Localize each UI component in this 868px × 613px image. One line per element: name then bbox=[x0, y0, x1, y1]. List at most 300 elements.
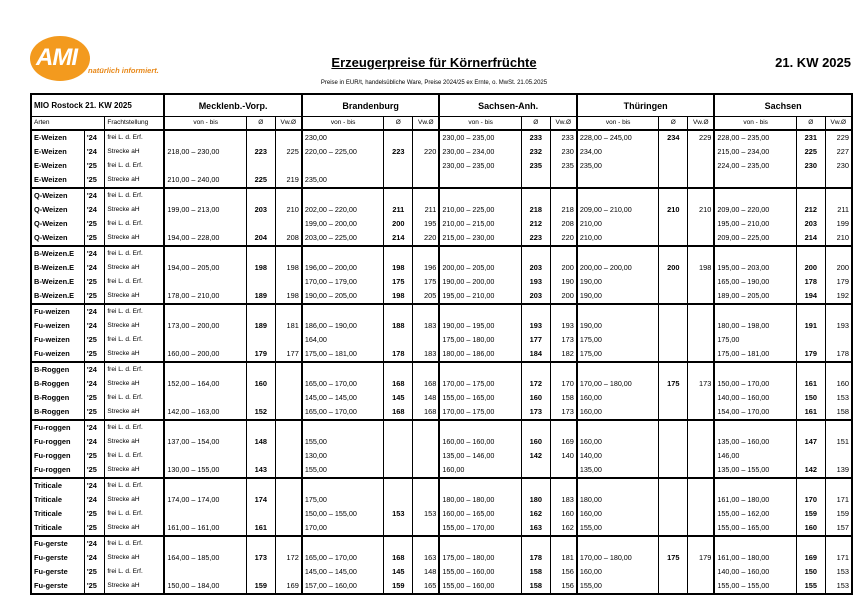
crop-type: B-Roggen bbox=[34, 379, 70, 388]
price-range: 170,00 – 175,00 bbox=[439, 377, 521, 391]
price-range bbox=[577, 362, 659, 377]
price-prev-average bbox=[550, 188, 577, 203]
table-row bbox=[31, 246, 852, 261]
price-range: 175,00 bbox=[302, 493, 384, 507]
price-average bbox=[659, 405, 688, 420]
price-range bbox=[439, 304, 521, 319]
harvest-year: '25 bbox=[84, 275, 105, 289]
harvest-year: '25 bbox=[84, 173, 105, 188]
price-average bbox=[384, 333, 413, 347]
harvest-year: '24 bbox=[84, 203, 105, 217]
table-row bbox=[31, 463, 852, 478]
price-range: 140,00 bbox=[577, 449, 659, 463]
price-average: 211 bbox=[384, 203, 413, 217]
logo-slogan: natürlich informiert. bbox=[88, 66, 159, 75]
price-average bbox=[659, 188, 688, 203]
price-prev-average bbox=[275, 435, 302, 449]
table-row bbox=[31, 289, 852, 304]
price-prev-average bbox=[275, 377, 302, 391]
price-range: 152,00 – 164,00 bbox=[164, 377, 246, 391]
price-average: 178 bbox=[521, 551, 550, 565]
freight-terms: Strecke aH bbox=[105, 521, 165, 536]
price-range bbox=[439, 478, 521, 493]
price-range: 195,00 – 210,00 bbox=[439, 289, 521, 304]
price-range bbox=[714, 188, 796, 203]
price-prev-average bbox=[413, 246, 440, 261]
price-prev-average: 153 bbox=[825, 579, 852, 594]
harvest-year: '24 bbox=[84, 246, 105, 261]
price-prev-average bbox=[688, 217, 715, 231]
price-average: 168 bbox=[384, 377, 413, 391]
price-range: 155,00 – 162,00 bbox=[714, 507, 796, 521]
price-range: 160,00 bbox=[577, 405, 659, 420]
table-row bbox=[31, 173, 852, 188]
price-average bbox=[246, 159, 275, 173]
freight-terms: frei L. d. Erf. bbox=[105, 304, 165, 319]
price-range: 210,00 bbox=[577, 217, 659, 231]
price-range: 196,00 – 200,00 bbox=[302, 261, 384, 275]
harvest-year: '25 bbox=[84, 507, 105, 521]
price-prev-average: 139 bbox=[825, 463, 852, 478]
price-prev-average bbox=[550, 362, 577, 377]
price-prev-average: 179 bbox=[825, 275, 852, 289]
price-prev-average bbox=[413, 478, 440, 493]
price-average: 161 bbox=[246, 521, 275, 536]
price-range: 195,00 – 203,00 bbox=[714, 261, 796, 275]
price-range: 157,00 – 160,00 bbox=[302, 579, 384, 594]
price-range: 215,00 – 234,00 bbox=[714, 145, 796, 159]
price-range bbox=[302, 362, 384, 377]
price-prev-average: 220 bbox=[413, 145, 440, 159]
price-range: 160,00 – 160,00 bbox=[439, 435, 521, 449]
price-average bbox=[521, 173, 550, 188]
harvest-year: '24 bbox=[84, 478, 105, 493]
price-prev-average: 229 bbox=[688, 130, 715, 145]
freight-terms: Strecke aH bbox=[105, 173, 165, 188]
price-table bbox=[30, 93, 853, 595]
price-average: 232 bbox=[521, 145, 550, 159]
table-row bbox=[31, 188, 852, 203]
crop-type: Fu-roggen bbox=[31, 420, 84, 435]
price-range bbox=[164, 391, 246, 405]
price-prev-average: 198 bbox=[275, 289, 302, 304]
price-average: 152 bbox=[246, 405, 275, 420]
table-row bbox=[31, 551, 852, 565]
price-range: 180,00 – 198,00 bbox=[714, 319, 796, 333]
freight-terms: frei L. d. Erf. bbox=[105, 217, 165, 231]
price-range bbox=[714, 304, 796, 319]
price-range bbox=[577, 246, 659, 261]
price-range bbox=[164, 159, 246, 173]
price-prev-average: 157 bbox=[825, 521, 852, 536]
harvest-year: '25 bbox=[84, 333, 105, 347]
price-prev-average: 196 bbox=[413, 261, 440, 275]
price-range bbox=[577, 173, 659, 188]
price-prev-average: 230 bbox=[825, 159, 852, 173]
price-prev-average: 220 bbox=[550, 231, 577, 246]
price-prev-average bbox=[825, 420, 852, 435]
price-average: 160 bbox=[796, 521, 825, 536]
price-range: 170,00 – 175,00 bbox=[439, 405, 521, 420]
crop-type: Q-Weizen bbox=[34, 219, 68, 228]
price-prev-average: 160 bbox=[825, 377, 852, 391]
price-prev-average bbox=[413, 304, 440, 319]
price-average bbox=[659, 159, 688, 173]
price-range: 230,00 – 234,00 bbox=[439, 145, 521, 159]
price-average: 160 bbox=[246, 377, 275, 391]
harvest-year: '24 bbox=[84, 420, 105, 435]
region-header-2: Sachsen-Anh. bbox=[439, 94, 576, 117]
price-range bbox=[439, 420, 521, 435]
price-range: 209,00 – 220,00 bbox=[714, 203, 796, 217]
price-prev-average bbox=[275, 391, 302, 405]
price-prev-average bbox=[688, 507, 715, 521]
harvest-year: '25 bbox=[84, 565, 105, 579]
col-header-range: von - bis bbox=[302, 117, 384, 131]
price-prev-average: 173 bbox=[550, 333, 577, 347]
price-range: 165,00 – 190,00 bbox=[714, 275, 796, 289]
price-range bbox=[164, 217, 246, 231]
price-average: 145 bbox=[384, 391, 413, 405]
price-prev-average bbox=[413, 362, 440, 377]
price-prev-average: 153 bbox=[825, 565, 852, 579]
freight-terms: Strecke aH bbox=[105, 203, 165, 217]
price-prev-average bbox=[825, 246, 852, 261]
price-average: 174 bbox=[246, 493, 275, 507]
price-range: 215,00 – 230,00 bbox=[439, 231, 521, 246]
price-average: 158 bbox=[521, 579, 550, 594]
price-average: 223 bbox=[384, 145, 413, 159]
crop-type: Q-Weizen bbox=[31, 188, 84, 203]
region-header-3: Thüringen bbox=[577, 94, 715, 117]
price-average bbox=[659, 304, 688, 319]
price-average bbox=[796, 173, 825, 188]
price-average: 179 bbox=[796, 347, 825, 362]
price-prev-average: 159 bbox=[825, 507, 852, 521]
table-row bbox=[31, 377, 852, 391]
col-header-avg: Ø bbox=[659, 117, 688, 131]
harvest-year: '24 bbox=[84, 261, 105, 275]
price-range: 161,00 – 180,00 bbox=[714, 493, 796, 507]
price-prev-average: 193 bbox=[825, 319, 852, 333]
harvest-year: '24 bbox=[84, 319, 105, 333]
price-range: 135,00 bbox=[577, 463, 659, 478]
price-average bbox=[246, 362, 275, 377]
price-range bbox=[577, 304, 659, 319]
price-prev-average bbox=[688, 173, 715, 188]
price-prev-average: 200 bbox=[550, 289, 577, 304]
price-prev-average bbox=[413, 521, 440, 536]
crop-type: E-Weizen bbox=[34, 161, 67, 170]
table-row bbox=[31, 565, 852, 579]
table-row bbox=[31, 507, 852, 521]
price-average: 188 bbox=[384, 319, 413, 333]
crop-type: Q-Weizen bbox=[34, 233, 68, 242]
price-prev-average bbox=[688, 391, 715, 405]
price-average bbox=[246, 449, 275, 463]
price-average bbox=[521, 188, 550, 203]
price-average: 203 bbox=[521, 261, 550, 275]
price-prev-average bbox=[275, 449, 302, 463]
price-average: 189 bbox=[246, 319, 275, 333]
freight-terms: Strecke aH bbox=[105, 347, 165, 362]
price-prev-average bbox=[413, 463, 440, 478]
price-average bbox=[659, 420, 688, 435]
price-average: 173 bbox=[246, 551, 275, 565]
price-average bbox=[521, 536, 550, 551]
price-range: 180,00 – 180,00 bbox=[439, 493, 521, 507]
price-prev-average: 211 bbox=[413, 203, 440, 217]
price-average: 198 bbox=[384, 261, 413, 275]
crop-type: Fu-gerste bbox=[34, 567, 68, 576]
price-range: 170,00 – 180,00 bbox=[577, 551, 659, 565]
col-header-arten: Arten bbox=[31, 117, 105, 131]
price-average: 158 bbox=[521, 565, 550, 579]
price-range bbox=[302, 159, 384, 173]
crop-type: B-Weizen.E bbox=[34, 291, 75, 300]
freight-terms: Strecke aH bbox=[105, 405, 165, 420]
price-average: 159 bbox=[246, 579, 275, 594]
price-average bbox=[384, 493, 413, 507]
price-prev-average bbox=[688, 188, 715, 203]
col-header-vw: Vw.Ø bbox=[825, 117, 852, 131]
price-range: 155,00 – 170,00 bbox=[439, 521, 521, 536]
region-header-4: Sachsen bbox=[714, 94, 852, 117]
price-average: 200 bbox=[384, 217, 413, 231]
harvest-year: '25 bbox=[84, 405, 105, 420]
price-range bbox=[302, 246, 384, 261]
crop-type: Triticale bbox=[34, 509, 62, 518]
price-average bbox=[796, 333, 825, 347]
price-average bbox=[659, 579, 688, 594]
price-average: 212 bbox=[796, 203, 825, 217]
harvest-year: '24 bbox=[84, 551, 105, 565]
price-prev-average bbox=[275, 362, 302, 377]
price-range bbox=[714, 173, 796, 188]
price-range: 160,00 – 165,00 bbox=[439, 507, 521, 521]
freight-terms: frei L. d. Erf. bbox=[105, 536, 165, 551]
price-average: 200 bbox=[796, 261, 825, 275]
price-prev-average: 195 bbox=[413, 217, 440, 231]
harvest-year: '25 bbox=[84, 347, 105, 362]
price-range: 194,00 – 228,00 bbox=[164, 231, 246, 246]
price-prev-average: 183 bbox=[413, 319, 440, 333]
col-header-vw: Vw.Ø bbox=[688, 117, 715, 131]
price-average bbox=[659, 347, 688, 362]
table-row bbox=[31, 159, 852, 173]
price-range: 186,00 – 190,00 bbox=[302, 319, 384, 333]
price-prev-average: 220 bbox=[413, 231, 440, 246]
price-average: 191 bbox=[796, 319, 825, 333]
price-average: 210 bbox=[659, 203, 688, 217]
price-range: 165,00 – 170,00 bbox=[302, 405, 384, 420]
price-range: 150,00 – 170,00 bbox=[714, 377, 796, 391]
price-average: 177 bbox=[521, 333, 550, 347]
table-row bbox=[31, 536, 852, 551]
table-row bbox=[31, 203, 852, 217]
price-prev-average bbox=[413, 188, 440, 203]
price-range: 160,00 bbox=[577, 391, 659, 405]
crop-type: B-Weizen.E bbox=[34, 263, 75, 272]
price-average: 225 bbox=[246, 173, 275, 188]
price-average bbox=[384, 536, 413, 551]
price-range bbox=[302, 420, 384, 435]
price-average bbox=[246, 333, 275, 347]
price-prev-average bbox=[413, 536, 440, 551]
price-average: 223 bbox=[521, 231, 550, 246]
price-average bbox=[659, 391, 688, 405]
price-prev-average: 183 bbox=[413, 347, 440, 362]
price-average: 178 bbox=[384, 347, 413, 362]
price-average bbox=[246, 391, 275, 405]
price-range: 175,00 – 180,00 bbox=[439, 333, 521, 347]
price-range: 190,00 – 200,00 bbox=[439, 275, 521, 289]
col-header-vw: Vw.Ø bbox=[413, 117, 440, 131]
freight-terms: frei L. d. Erf. bbox=[105, 391, 165, 405]
price-average: 233 bbox=[521, 130, 550, 145]
col-header-range: von - bis bbox=[164, 117, 246, 131]
price-prev-average: 235 bbox=[550, 159, 577, 173]
price-range bbox=[577, 420, 659, 435]
price-prev-average: 208 bbox=[275, 231, 302, 246]
harvest-year: '24 bbox=[84, 304, 105, 319]
price-average: 145 bbox=[384, 565, 413, 579]
price-average bbox=[384, 449, 413, 463]
price-average: 218 bbox=[521, 203, 550, 217]
price-average bbox=[384, 420, 413, 435]
table-row bbox=[31, 493, 852, 507]
price-range: 235,00 bbox=[577, 159, 659, 173]
price-prev-average bbox=[413, 435, 440, 449]
price-prev-average: 200 bbox=[550, 261, 577, 275]
price-prev-average bbox=[688, 362, 715, 377]
col-header-avg: Ø bbox=[384, 117, 413, 131]
price-average bbox=[659, 246, 688, 261]
price-prev-average bbox=[413, 449, 440, 463]
price-range bbox=[164, 188, 246, 203]
price-prev-average bbox=[688, 333, 715, 347]
crop-type: B-Weizen.E bbox=[34, 277, 75, 286]
price-range bbox=[164, 449, 246, 463]
price-average bbox=[659, 478, 688, 493]
price-range: 161,00 – 161,00 bbox=[164, 521, 246, 536]
price-average bbox=[521, 246, 550, 261]
price-prev-average bbox=[825, 333, 852, 347]
price-range bbox=[302, 304, 384, 319]
price-prev-average: 158 bbox=[825, 405, 852, 420]
price-range: 170,00 bbox=[302, 521, 384, 536]
price-average bbox=[246, 565, 275, 579]
table-corner-label: MIO Rostock 21. KW 2025 bbox=[31, 94, 164, 117]
price-range: 199,00 – 213,00 bbox=[164, 203, 246, 217]
price-prev-average bbox=[275, 478, 302, 493]
price-prev-average: 198 bbox=[275, 261, 302, 275]
table-row bbox=[31, 435, 852, 449]
price-average bbox=[659, 449, 688, 463]
price-range bbox=[714, 536, 796, 551]
col-header-vw: Vw.Ø bbox=[275, 117, 302, 131]
price-range: 228,00 – 245,00 bbox=[577, 130, 659, 145]
price-range: 150,00 – 184,00 bbox=[164, 579, 246, 594]
price-range: 130,00 bbox=[302, 449, 384, 463]
price-prev-average bbox=[413, 130, 440, 145]
price-prev-average bbox=[275, 463, 302, 478]
table-row bbox=[31, 130, 852, 145]
price-average bbox=[246, 275, 275, 289]
price-prev-average bbox=[275, 304, 302, 319]
price-prev-average bbox=[688, 536, 715, 551]
price-average: 184 bbox=[521, 347, 550, 362]
table-row bbox=[31, 521, 852, 536]
price-average bbox=[659, 565, 688, 579]
price-prev-average: 227 bbox=[825, 145, 852, 159]
price-prev-average: 148 bbox=[413, 565, 440, 579]
crop-type: Fu-weizen bbox=[34, 349, 70, 358]
price-prev-average bbox=[275, 159, 302, 173]
price-prev-average: 190 bbox=[550, 275, 577, 289]
price-range bbox=[164, 478, 246, 493]
col-header-avg: Ø bbox=[521, 117, 550, 131]
price-range bbox=[164, 333, 246, 347]
price-average: 235 bbox=[521, 159, 550, 173]
price-average bbox=[521, 420, 550, 435]
price-prev-average: 151 bbox=[825, 435, 852, 449]
price-average bbox=[659, 536, 688, 551]
price-average bbox=[659, 289, 688, 304]
table-row bbox=[31, 362, 852, 377]
price-prev-average: 168 bbox=[413, 377, 440, 391]
crop-type: Fu-gerste bbox=[31, 536, 84, 551]
price-average bbox=[659, 275, 688, 289]
table-row bbox=[31, 405, 852, 420]
price-range: 178,00 – 210,00 bbox=[164, 289, 246, 304]
price-average bbox=[521, 362, 550, 377]
price-prev-average bbox=[550, 536, 577, 551]
crop-type: Triticale bbox=[34, 495, 62, 504]
price-range bbox=[164, 246, 246, 261]
price-range: 175,00 – 181,00 bbox=[302, 347, 384, 362]
price-prev-average: 169 bbox=[275, 579, 302, 594]
price-prev-average: 169 bbox=[550, 435, 577, 449]
price-range: 209,00 – 210,00 bbox=[577, 203, 659, 217]
price-average: 178 bbox=[796, 275, 825, 289]
price-prev-average: 183 bbox=[550, 493, 577, 507]
price-prev-average bbox=[688, 405, 715, 420]
price-average: 203 bbox=[246, 203, 275, 217]
price-prev-average: 219 bbox=[275, 173, 302, 188]
price-prev-average bbox=[550, 478, 577, 493]
harvest-year: '25 bbox=[84, 289, 105, 304]
price-average: 173 bbox=[521, 405, 550, 420]
table-row bbox=[31, 333, 852, 347]
price-range: 235,00 bbox=[302, 173, 384, 188]
price-prev-average bbox=[688, 463, 715, 478]
price-average bbox=[246, 130, 275, 145]
price-average: 169 bbox=[796, 551, 825, 565]
price-average: 159 bbox=[384, 579, 413, 594]
price-range: 164,00 – 185,00 bbox=[164, 551, 246, 565]
table-row bbox=[31, 217, 852, 231]
price-average bbox=[659, 333, 688, 347]
price-prev-average bbox=[825, 304, 852, 319]
price-range: 137,00 – 154,00 bbox=[164, 435, 246, 449]
crop-type: B-Roggen bbox=[34, 393, 70, 402]
freight-terms: Strecke aH bbox=[105, 493, 165, 507]
price-range: 180,00 bbox=[577, 493, 659, 507]
price-average bbox=[796, 188, 825, 203]
price-average: 231 bbox=[796, 130, 825, 145]
col-header-range: von - bis bbox=[439, 117, 521, 131]
